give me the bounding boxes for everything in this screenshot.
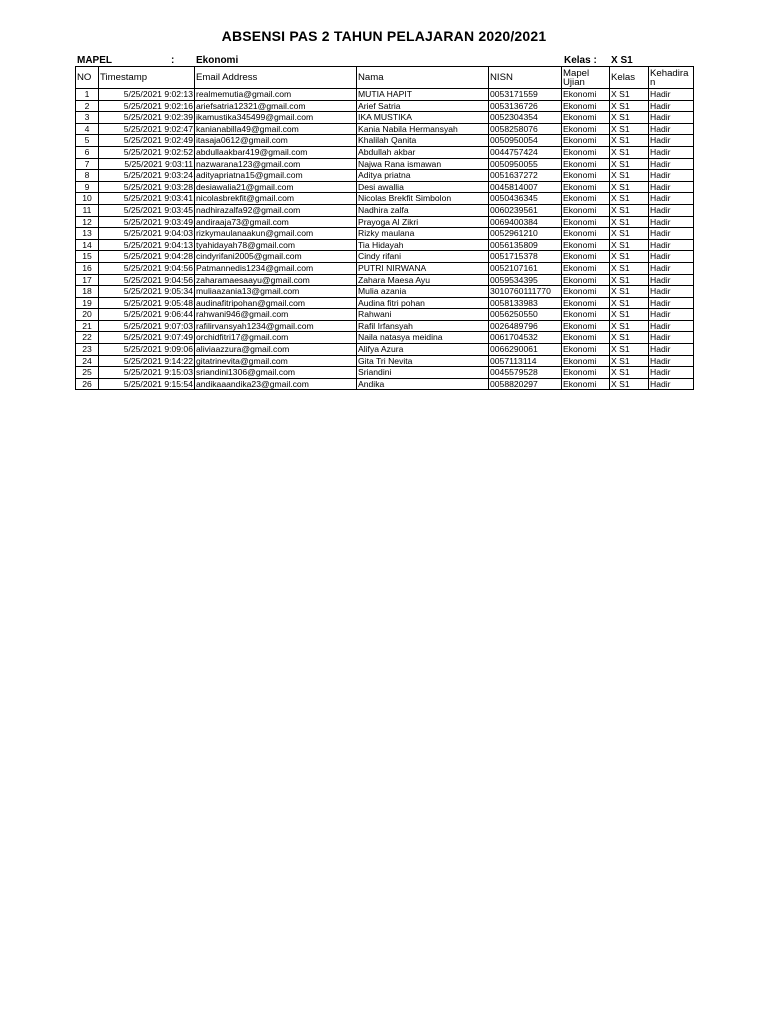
mapel-label: MAPEL — [77, 55, 112, 66]
cell-kehadiran: Hadir — [649, 100, 694, 112]
cell-kelas: X S1 — [610, 309, 649, 321]
cell-kehadiran: Hadir — [649, 181, 694, 193]
cell-kelas: X S1 — [610, 320, 649, 332]
cell-email: realmemutia@gmail.com — [195, 89, 357, 101]
table-row — [76, 378, 694, 390]
cell-email: Patmannedis1234@gmail.com — [195, 262, 357, 274]
mapel-value: Ekonomi — [196, 55, 239, 66]
table-row — [76, 344, 694, 356]
header-timestamp: Timestamp — [99, 67, 195, 89]
cell-mapel: Ekonomi — [562, 216, 610, 228]
cell-kelas: X S1 — [610, 378, 649, 390]
cell-nisn: 0056250550 — [489, 309, 562, 321]
cell-timestamp: 5/25/2021 9:04:03 — [99, 228, 195, 240]
cell-nisn: 0050950055 — [489, 158, 562, 170]
header-kelas: Kelas — [610, 67, 649, 89]
cell-kelas: X S1 — [610, 286, 649, 298]
cell-no: 14 — [76, 239, 99, 251]
cell-nisn: 0056135809 — [489, 239, 562, 251]
cell-mapel: Ekonomi — [562, 146, 610, 158]
cell-no: 21 — [76, 320, 99, 332]
cell-nama: Rafil Irfansyah — [357, 320, 489, 332]
header-mapel-ujian: Mapel Ujian — [562, 67, 610, 89]
cell-mapel: Ekonomi — [562, 332, 610, 344]
table-row — [76, 146, 694, 158]
table-row — [76, 123, 694, 135]
cell-kehadiran: Hadir — [649, 320, 694, 332]
cell-email: sriandini1306@gmail.com — [195, 367, 357, 379]
cell-nisn: 0052107161 — [489, 262, 562, 274]
cell-kehadiran: Hadir — [649, 274, 694, 286]
cell-kelas: X S1 — [610, 344, 649, 356]
cell-timestamp: 5/25/2021 9:02:13 — [99, 89, 195, 101]
table-row — [76, 216, 694, 228]
header-kehadiran: Kehadiran — [649, 67, 694, 89]
cell-mapel: Ekonomi — [562, 309, 610, 321]
header-email: Email Address — [195, 67, 357, 89]
cell-nisn: 0066290061 — [489, 344, 562, 356]
cell-kelas: X S1 — [610, 239, 649, 251]
cell-nisn: 0059534395 — [489, 274, 562, 286]
cell-no: 9 — [76, 181, 99, 193]
table-row — [76, 135, 694, 147]
header-no: NO — [76, 67, 99, 89]
cell-mapel: Ekonomi — [562, 367, 610, 379]
cell-kehadiran: Hadir — [649, 367, 694, 379]
cell-kehadiran: Hadir — [649, 112, 694, 124]
cell-mapel: Ekonomi — [562, 89, 610, 101]
cell-mapel: Ekonomi — [562, 228, 610, 240]
cell-kehadiran: Hadir — [649, 355, 694, 367]
cell-nisn: 0061704532 — [489, 332, 562, 344]
cell-nama: Aditya priatna — [357, 170, 489, 182]
cell-email: nazwarana123@gmail.com — [195, 158, 357, 170]
cell-nama: MUTIA HAPIT — [357, 89, 489, 101]
cell-nama: PUTRI NIRWANA — [357, 262, 489, 274]
cell-mapel: Ekonomi — [562, 355, 610, 367]
cell-kelas: X S1 — [610, 193, 649, 205]
cell-kehadiran: Hadir — [649, 135, 694, 147]
cell-no: 13 — [76, 228, 99, 240]
cell-kehadiran: Hadir — [649, 297, 694, 309]
cell-nisn: 0026489796 — [489, 320, 562, 332]
table-row — [76, 286, 694, 298]
cell-timestamp: 5/25/2021 9:03:24 — [99, 170, 195, 182]
cell-timestamp: 5/25/2021 9:02:52 — [99, 146, 195, 158]
cell-kelas: X S1 — [610, 367, 649, 379]
cell-no: 15 — [76, 251, 99, 263]
cell-nama: Rizky maulana — [357, 228, 489, 240]
cell-mapel: Ekonomi — [562, 158, 610, 170]
table-row — [76, 320, 694, 332]
cell-kehadiran: Hadir — [649, 158, 694, 170]
cell-email: audinafitripohan@gmail.com — [195, 297, 357, 309]
cell-nama: Rahwani — [357, 309, 489, 321]
cell-mapel: Ekonomi — [562, 286, 610, 298]
cell-email: ariefsatria12321@gmail.com — [195, 100, 357, 112]
table-body — [76, 89, 694, 390]
cell-nama: Kania Nabila Hermansyah — [357, 123, 489, 135]
table-row — [76, 170, 694, 182]
table-row — [76, 262, 694, 274]
cell-no: 23 — [76, 344, 99, 356]
cell-nama: Zahara Maesa Ayu — [357, 274, 489, 286]
cell-mapel: Ekonomi — [562, 251, 610, 263]
cell-email: andiraaja73@gmail.com — [195, 216, 357, 228]
cell-no: 2 — [76, 100, 99, 112]
cell-mapel: Ekonomi — [562, 320, 610, 332]
attendance-table — [75, 66, 694, 390]
cell-kehadiran: Hadir — [649, 239, 694, 251]
cell-kehadiran: Hadir — [649, 332, 694, 344]
cell-no: 19 — [76, 297, 99, 309]
cell-kelas: X S1 — [610, 158, 649, 170]
cell-kehadiran: Hadir — [649, 286, 694, 298]
cell-kehadiran: Hadir — [649, 89, 694, 101]
table-row — [76, 193, 694, 205]
cell-nisn: 0069400384 — [489, 216, 562, 228]
cell-nama: Najwa Rana ismawan — [357, 158, 489, 170]
cell-kelas: X S1 — [610, 100, 649, 112]
cell-email: kanianabilla49@gmail.com — [195, 123, 357, 135]
cell-email: andikaaandika23@gmail.com — [195, 378, 357, 390]
cell-no: 18 — [76, 286, 99, 298]
cell-timestamp: 5/25/2021 9:03:45 — [99, 204, 195, 216]
cell-no: 24 — [76, 355, 99, 367]
table-row — [76, 309, 694, 321]
cell-no: 16 — [76, 262, 99, 274]
cell-nama: Desi awallia — [357, 181, 489, 193]
cell-kehadiran: Hadir — [649, 309, 694, 321]
cell-nisn: 3010760111770 — [489, 286, 562, 298]
cell-email: itasaja0612@gmail.com — [195, 135, 357, 147]
cell-timestamp: 5/25/2021 9:02:49 — [99, 135, 195, 147]
cell-timestamp: 5/25/2021 9:02:47 — [99, 123, 195, 135]
cell-kelas: X S1 — [610, 135, 649, 147]
cell-email: nicolasbrekfit@gmail.com — [195, 193, 357, 205]
table-row — [76, 367, 694, 379]
cell-nisn: 0052304354 — [489, 112, 562, 124]
cell-timestamp: 5/25/2021 9:06:44 — [99, 309, 195, 321]
cell-kelas: X S1 — [610, 112, 649, 124]
cell-kehadiran: Hadir — [649, 344, 694, 356]
cell-email: zaharamaesaayu@gmail.com — [195, 274, 357, 286]
cell-mapel: Ekonomi — [562, 181, 610, 193]
page-title: ABSENSI PAS 2 TAHUN PELAJARAN 2020/2021 — [221, 28, 547, 44]
table-row — [76, 332, 694, 344]
cell-no: 5 — [76, 135, 99, 147]
cell-kelas: X S1 — [610, 297, 649, 309]
cell-email: ikamustika345499@gmail.com — [195, 112, 357, 124]
cell-no: 8 — [76, 170, 99, 182]
cell-nama: Tia Hidayah — [357, 239, 489, 251]
cell-kelas: X S1 — [610, 251, 649, 263]
table-row — [76, 158, 694, 170]
cell-timestamp: 5/25/2021 9:03:11 — [99, 158, 195, 170]
cell-nama: Gita Tri Nevita — [357, 355, 489, 367]
header-nisn: NISN — [489, 67, 562, 89]
cell-kelas: X S1 — [610, 228, 649, 240]
cell-timestamp: 5/25/2021 9:03:41 — [99, 193, 195, 205]
cell-kelas: X S1 — [610, 274, 649, 286]
cell-mapel: Ekonomi — [562, 344, 610, 356]
cell-kelas: X S1 — [610, 204, 649, 216]
cell-nama: Arief Satria — [357, 100, 489, 112]
cell-timestamp: 5/25/2021 9:02:39 — [99, 112, 195, 124]
cell-kehadiran: Hadir — [649, 170, 694, 182]
cell-timestamp: 5/25/2021 9:03:49 — [99, 216, 195, 228]
table-row — [76, 251, 694, 263]
cell-mapel: Ekonomi — [562, 193, 610, 205]
cell-kehadiran: Hadir — [649, 123, 694, 135]
kelas-label: Kelas : — [564, 55, 597, 66]
cell-nisn: 0050436345 — [489, 193, 562, 205]
cell-nisn: 0052961210 — [489, 228, 562, 240]
cell-kehadiran: Hadir — [649, 378, 694, 390]
cell-nama: Mulia azania — [357, 286, 489, 298]
cell-nama: Cindy rifani — [357, 251, 489, 263]
cell-email: orchidfitri17@gmail.com — [195, 332, 357, 344]
table-row — [76, 100, 694, 112]
cell-timestamp: 5/25/2021 9:02:16 — [99, 100, 195, 112]
cell-timestamp: 5/25/2021 9:04:13 — [99, 239, 195, 251]
cell-email: cindyrifani2005@gmail.com — [195, 251, 357, 263]
cell-email: gitatrinevita@gmail.com — [195, 355, 357, 367]
cell-nisn: 0050950054 — [489, 135, 562, 147]
cell-kelas: X S1 — [610, 170, 649, 182]
cell-email: adityapriatna15@gmail.com — [195, 170, 357, 182]
cell-mapel: Ekonomi — [562, 204, 610, 216]
cell-email: muliaazania13@gmail.com — [195, 286, 357, 298]
cell-no: 1 — [76, 89, 99, 101]
cell-nisn: 0051637272 — [489, 170, 562, 182]
cell-email: rizkymaulanaakun@gmail.com — [195, 228, 357, 240]
cell-email: abdullaakbar419@gmail.com — [195, 146, 357, 158]
cell-mapel: Ekonomi — [562, 123, 610, 135]
cell-nama: Andika — [357, 378, 489, 390]
cell-kelas: X S1 — [610, 123, 649, 135]
cell-email: rafilirvansyah1234@gmail.com — [195, 320, 357, 332]
cell-email: tyahidayah78@gmail.com — [195, 239, 357, 251]
cell-kehadiran: Hadir — [649, 146, 694, 158]
cell-mapel: Ekonomi — [562, 274, 610, 286]
cell-kelas: X S1 — [610, 332, 649, 344]
cell-email: desiawalia21@gmail.com — [195, 181, 357, 193]
cell-nisn: 0058258076 — [489, 123, 562, 135]
cell-nama: Prayoga Al Zikri — [357, 216, 489, 228]
table-row — [76, 228, 694, 240]
cell-mapel: Ekonomi — [562, 378, 610, 390]
cell-nisn: 0051715378 — [489, 251, 562, 263]
table-row — [76, 204, 694, 216]
header-nama: Nama — [357, 67, 489, 89]
cell-timestamp: 5/25/2021 9:04:56 — [99, 274, 195, 286]
cell-mapel: Ekonomi — [562, 100, 610, 112]
cell-kelas: X S1 — [610, 89, 649, 101]
cell-nama: Naila natasya meidina — [357, 332, 489, 344]
cell-kehadiran: Hadir — [649, 228, 694, 240]
cell-nisn: 0053136726 — [489, 100, 562, 112]
cell-timestamp: 5/25/2021 9:05:34 — [99, 286, 195, 298]
table-row — [76, 297, 694, 309]
cell-timestamp: 5/25/2021 9:15:03 — [99, 367, 195, 379]
cell-kehadiran: Hadir — [649, 251, 694, 263]
cell-kehadiran: Hadir — [649, 262, 694, 274]
cell-timestamp: 5/25/2021 9:03:28 — [99, 181, 195, 193]
cell-no: 4 — [76, 123, 99, 135]
table-row — [76, 112, 694, 124]
mapel-colon: : — [171, 55, 175, 66]
cell-nama: Alifya Azura — [357, 344, 489, 356]
cell-kehadiran: Hadir — [649, 193, 694, 205]
cell-timestamp: 5/25/2021 9:09:06 — [99, 344, 195, 356]
cell-kelas: X S1 — [610, 181, 649, 193]
cell-mapel: Ekonomi — [562, 135, 610, 147]
table-row — [76, 239, 694, 251]
cell-no: 12 — [76, 216, 99, 228]
cell-nisn: 0044757424 — [489, 146, 562, 158]
cell-kelas: X S1 — [610, 146, 649, 158]
cell-timestamp: 5/25/2021 9:14:22 — [99, 355, 195, 367]
cell-mapel: Ekonomi — [562, 170, 610, 182]
cell-email: nadhirazalfa92@gmail.com — [195, 204, 357, 216]
cell-timestamp: 5/25/2021 9:07:49 — [99, 332, 195, 344]
cell-no: 25 — [76, 367, 99, 379]
cell-no: 3 — [76, 112, 99, 124]
cell-nama: Abdullah akbar — [357, 146, 489, 158]
cell-no: 6 — [76, 146, 99, 158]
table-row — [76, 89, 694, 101]
cell-nisn: 0045814007 — [489, 181, 562, 193]
cell-nama: Nadhira zalfa — [357, 204, 489, 216]
cell-nama: Sriandini — [357, 367, 489, 379]
cell-nisn: 0057113114 — [489, 355, 562, 367]
cell-no: 11 — [76, 204, 99, 216]
cell-no: 10 — [76, 193, 99, 205]
table-row — [76, 355, 694, 367]
cell-nama: Audina fitri pohan — [357, 297, 489, 309]
cell-nama: Nicolas Brekfit Simbolon — [357, 193, 489, 205]
cell-nama: Khalilah Qanita — [357, 135, 489, 147]
cell-email: aliviaazzura@gmail.com — [195, 344, 357, 356]
cell-kehadiran: Hadir — [649, 216, 694, 228]
cell-kehadiran: Hadir — [649, 204, 694, 216]
cell-mapel: Ekonomi — [562, 112, 610, 124]
cell-nisn: 0058820297 — [489, 378, 562, 390]
cell-mapel: Ekonomi — [562, 297, 610, 309]
cell-nisn: 0058133983 — [489, 297, 562, 309]
cell-nisn: 0053171559 — [489, 89, 562, 101]
cell-nisn: 0045579528 — [489, 367, 562, 379]
cell-mapel: Ekonomi — [562, 262, 610, 274]
cell-timestamp: 5/25/2021 9:15:54 — [99, 378, 195, 390]
cell-no: 26 — [76, 378, 99, 390]
cell-no: 22 — [76, 332, 99, 344]
cell-email: rahwani946@gmail.com — [195, 309, 357, 321]
cell-mapel: Ekonomi — [562, 239, 610, 251]
cell-no: 7 — [76, 158, 99, 170]
cell-timestamp: 5/25/2021 9:07:03 — [99, 320, 195, 332]
table-header-row — [76, 67, 694, 89]
cell-timestamp: 5/25/2021 9:04:28 — [99, 251, 195, 263]
cell-kelas: X S1 — [610, 355, 649, 367]
cell-kelas: X S1 — [610, 262, 649, 274]
cell-no: 20 — [76, 309, 99, 321]
cell-nama: IKA MUSTIKA — [357, 112, 489, 124]
cell-nisn: 0060239561 — [489, 204, 562, 216]
cell-kelas: X S1 — [610, 216, 649, 228]
cell-timestamp: 5/25/2021 9:05:48 — [99, 297, 195, 309]
cell-no: 17 — [76, 274, 99, 286]
table-row — [76, 181, 694, 193]
kelas-value: X S1 — [611, 55, 633, 66]
table-row — [76, 274, 694, 286]
cell-timestamp: 5/25/2021 9:04:56 — [99, 262, 195, 274]
